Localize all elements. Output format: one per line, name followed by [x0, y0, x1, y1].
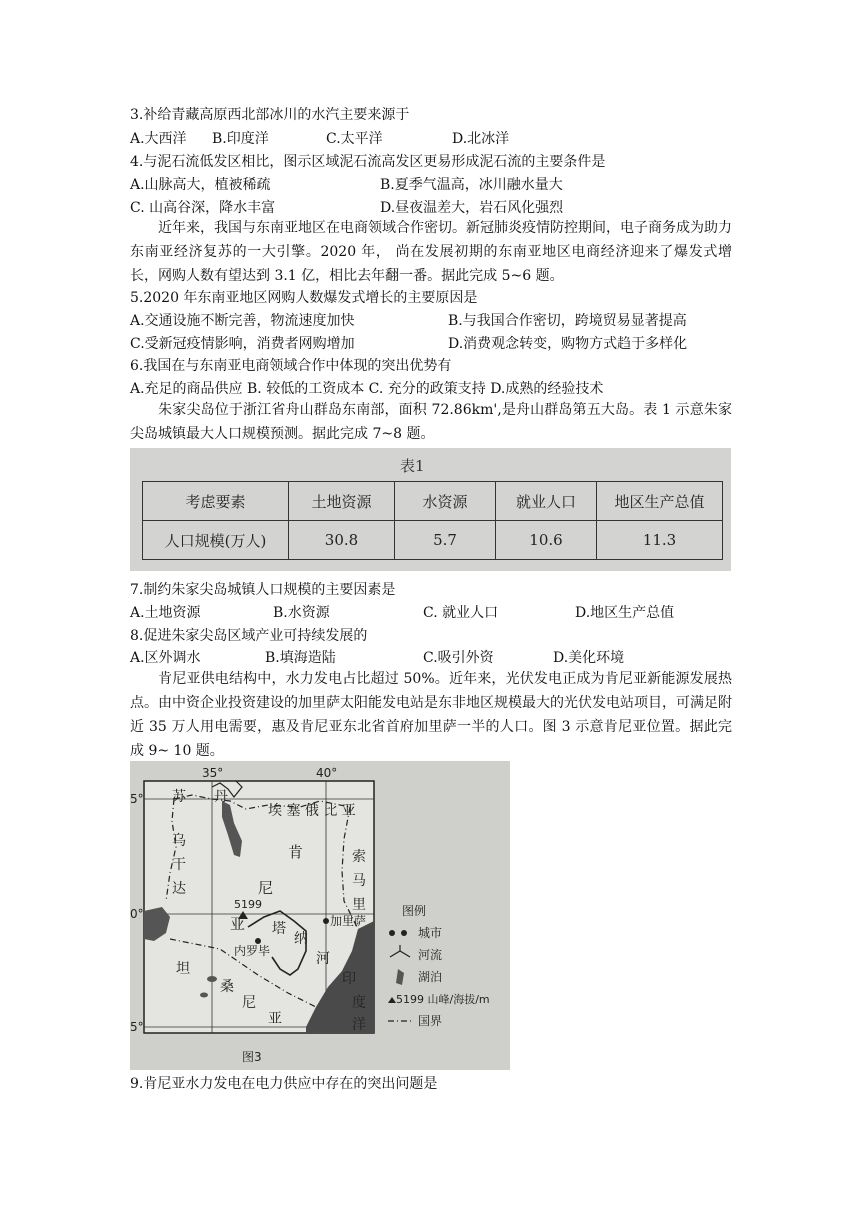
- legend-city-icon: [389, 930, 395, 936]
- label-tanzania-4: 亚: [268, 1011, 282, 1027]
- table-cell: 10.6: [496, 521, 597, 560]
- label-somalia-1: 索: [352, 849, 366, 865]
- q4-stem: 4.与泥石流低发区相比，图示区域泥石流高发区更易形成泥石流的主要条件是: [130, 154, 606, 170]
- table-header-cell: 水资源: [395, 482, 496, 521]
- city-garissa: [323, 918, 329, 924]
- label-peak: 5199: [234, 898, 262, 911]
- q3-option-a: A.大西洋: [130, 131, 187, 147]
- lat-label-5s: 5°: [130, 1020, 144, 1034]
- label-ocean-3: 洋: [352, 1017, 366, 1033]
- table-cell: 11.3: [597, 521, 723, 560]
- q7-option-b: B.水资源: [273, 605, 330, 621]
- q5-stem: 5.2020 年东南亚地区网购人数爆发式增长的主要原因是: [130, 290, 478, 306]
- legend-border: 国界: [418, 1014, 443, 1028]
- label-river-2: 纳: [294, 931, 308, 947]
- label-somalia-3: 里: [352, 897, 366, 913]
- label-tanzania-2: 桑: [220, 979, 234, 995]
- table-header-cell: 土地资源: [289, 482, 395, 521]
- lat-label-5n: 5°: [130, 792, 144, 806]
- q4-option-a: A.山脉高大，植被稀疏: [130, 177, 271, 193]
- label-kenya-2: 尼: [258, 879, 274, 897]
- q5-option-a: A.交通设施不断完善，物流速度加快: [130, 313, 355, 329]
- label-kenya-1: 肯: [288, 843, 304, 861]
- q4-option-d: D.昼夜温差大，岩石风化强烈: [380, 200, 564, 216]
- legend-city-icon: [401, 930, 407, 936]
- legend-peak: 5199 山峰/海拔/m: [396, 993, 490, 1006]
- q3-option-d: D.北冰洋: [452, 131, 510, 147]
- table-header-cell: 就业人口: [496, 482, 597, 521]
- q7-stem: 7.制约朱家尖岛城镇人口规模的主要因素是: [130, 582, 396, 598]
- label-ethiopia: 埃 塞 俄 比 亚: [268, 803, 356, 819]
- label-river-1: 塔: [272, 921, 286, 937]
- lake-small: [207, 976, 217, 982]
- label-uganda-2: 干: [172, 857, 186, 873]
- legend-river-icon: [390, 945, 410, 957]
- q8-stem: 8.促进朱家尖岛区域产业可持续发展的: [130, 628, 368, 644]
- passage-7-8-text: 朱家尖岛位于浙江省舟山群岛东南部，面积 72.86km',是舟山群岛第五大岛。表 1 示意朱家尖岛城镇最大人口规模预测。据此完成 7~8 题。: [130, 402, 732, 442]
- table-row-label: 人口规模(万人): [143, 521, 289, 560]
- q3-option-b: B.印度洋: [212, 131, 269, 147]
- table-header-cell: 地区生产总值: [597, 482, 723, 521]
- kenya-map-figure: [130, 761, 510, 1070]
- table-header-row: [143, 482, 723, 521]
- table-row: [143, 521, 723, 560]
- table-caption: 表1: [400, 457, 425, 475]
- label-tanzania-3: 尼: [242, 995, 256, 1011]
- q7-option-c: C. 就业人口: [423, 605, 499, 621]
- lon-label-35: 35°: [202, 766, 224, 780]
- passage-5-6-text: 近年来，我国与东南亚地区在电商领域合作密切。新冠肺炎疫情防控期间，电子商务成为助力东南亚经济复苏的一大引擎。2020 年， 尚在发展初期的东南亚地区电商经济迎来了爆发式增长，网购人数有望达到 3.1 亿，相比去年翻一番。据此完成 5~6 题。: [130, 220, 732, 284]
- legend-city: 城市: [418, 926, 443, 940]
- q3-stem: 3.补给青藏高原西北部冰川的水汽主要来源于: [130, 107, 410, 123]
- q3-option-c: C.太平洋: [326, 131, 383, 147]
- legend-title: 图例: [402, 904, 427, 918]
- table-cell: 5.7: [395, 521, 496, 560]
- q8-option-c: C.吸引外资: [423, 650, 494, 666]
- passage-7-8: [130, 398, 732, 446]
- legend-river: 河流: [418, 948, 443, 962]
- table-1-photo: [130, 448, 731, 571]
- label-ocean-1: 印: [342, 971, 356, 987]
- q8-option-b: B.填海造陆: [265, 650, 336, 666]
- q7-option-d: D.地区生产总值: [575, 605, 675, 621]
- passage-9-10: [130, 667, 732, 763]
- q8-option-a: A.区外调水: [130, 650, 201, 666]
- q6-options: A.充足的商品供应 B. 较低的工资成本 C. 充分的政策支持 D.成熟的经验技术: [130, 381, 604, 397]
- table-header-cell: 考虑要素: [143, 482, 289, 521]
- kenya-map: [130, 761, 510, 1070]
- label-sudan-1: 苏: [172, 789, 186, 805]
- label-sudan-2: 丹: [214, 789, 228, 805]
- label-tanzania-1: 坦: [176, 961, 190, 977]
- lat-label-0: 0°: [130, 907, 144, 921]
- q8-option-d: D.美化环境: [553, 650, 625, 666]
- legend-lake: 湖泊: [418, 970, 443, 984]
- label-garissa: 加里萨: [330, 914, 367, 928]
- lake-small: [200, 993, 208, 998]
- passage-9-10-text: 肯尼亚供电结构中，水力发电占比超过 50%。近年来，光伏发电正成为肯尼亚新能源发展热点。由中资企业投资建设的加里萨太阳能发电站是东非地区规模最大的光伏发电站项目，可满足附近 35 万人用电需要，惠及肯尼亚东北省首府加里萨一半的人口。图 3 示意肯尼亚位置。据此完成 9~ 10 题。: [130, 671, 732, 759]
- passage-5-6: [130, 216, 732, 288]
- map-caption: 图3: [242, 1050, 262, 1064]
- lon-label-40: 40°: [316, 766, 338, 780]
- table-cell: 30.8: [289, 521, 395, 560]
- q7-option-a: A.土地资源: [130, 605, 201, 621]
- q6-stem: 6.我国在与东南亚电商领域合作中体现的突出优势有: [130, 358, 452, 374]
- q4-option-b: B.夏季气温高，冰川融水量大: [380, 177, 563, 193]
- q4-option-c: C. 山高谷深，降水丰富: [130, 200, 276, 216]
- label-uganda-3: 达: [172, 881, 186, 897]
- label-somalia-2: 马: [352, 873, 366, 889]
- label-kenya-3: 亚: [230, 915, 246, 933]
- q5-option-b: B.与我国合作密切，跨境贸易显著提高: [448, 313, 687, 329]
- label-uganda-1: 乌: [172, 833, 186, 849]
- population-table: [142, 481, 723, 560]
- q9-stem: 9.肯尼亚水力发电在电力供应中存在的突出问题是: [130, 1076, 438, 1092]
- legend-lake-icon: [396, 969, 404, 985]
- legend-peak-icon: [388, 997, 396, 1003]
- label-nairobi: 内罗毕: [234, 944, 271, 958]
- q5-option-d: D.消费观念转变，购物方式趋于多样化: [448, 336, 688, 352]
- q5-option-c: C.受新冠疫情影响，消费者网购增加: [130, 336, 355, 352]
- label-ocean-2: 度: [352, 995, 366, 1011]
- label-river-3: 河: [316, 951, 330, 967]
